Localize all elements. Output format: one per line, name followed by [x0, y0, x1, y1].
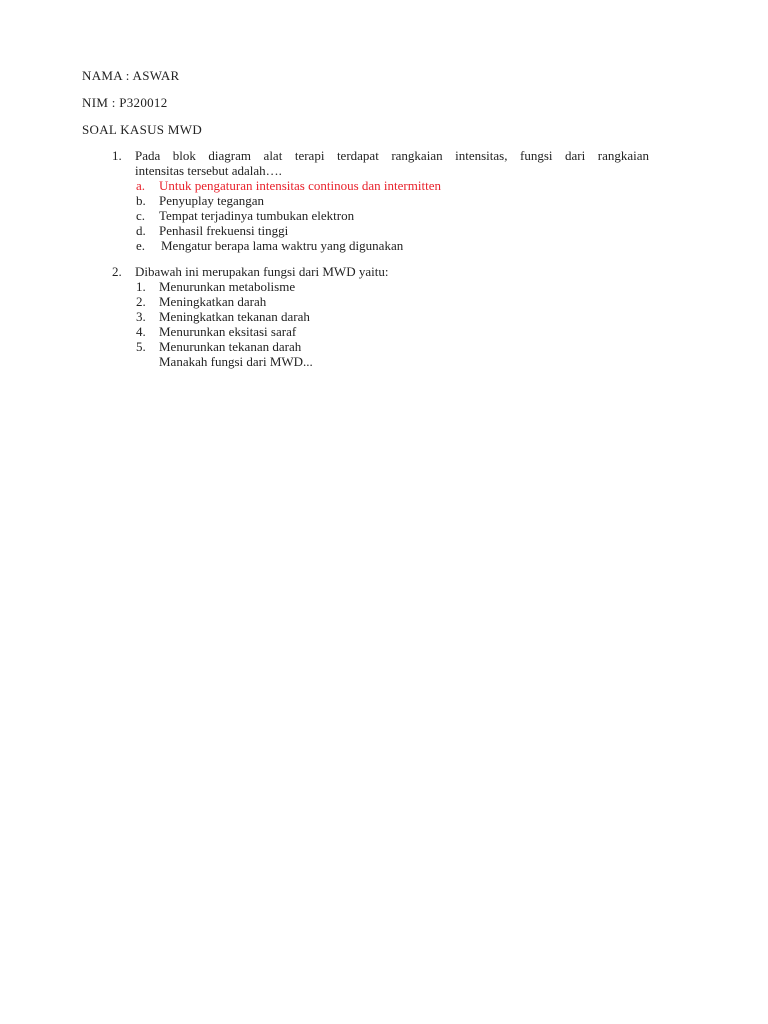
statement-label-5: 5. [136, 339, 146, 354]
option-label-e: e. [136, 238, 146, 253]
statement-text-3: Meningkatkan tekanan darah [159, 309, 310, 324]
question-1-text [135, 148, 649, 178]
statement-text-4: Menurunkan eksitasi saraf [159, 324, 297, 339]
case-title: SOAL KASUS MWD [82, 122, 203, 137]
statement-text-2: Meningkatkan darah [159, 294, 267, 309]
option-text-b: Penyuplay tegangan [159, 193, 265, 208]
question-1-line-1: Pada blok diagram alat terapi terdapat rangkaian intensitas, fungsi dari rangkaian [135, 148, 649, 163]
statement-text-5: Menurunkan tekanan darah [159, 339, 302, 354]
statement-label-1: 1. [136, 279, 146, 294]
student-name: NAMA : ASWAR [82, 68, 180, 83]
option-text-d: Penhasil frekuensi tinggi [159, 223, 289, 238]
question-2-closing: Manakah fungsi dari MWD... [159, 354, 313, 369]
statement-text-1: Menurunkan metabolisme [159, 279, 296, 294]
option-text-e: Mengatur berapa lama waktru yang digunakan [161, 238, 404, 253]
question-1-line-2: intensitas tersebut adalah…. [135, 163, 282, 178]
option-label-a: a. [136, 178, 146, 193]
statement-label-4: 4. [136, 324, 146, 339]
option-text-a: Untuk pengaturan intensitas continous dan intermitten [159, 178, 441, 193]
option-label-b: b. [136, 193, 146, 208]
statement-label-2: 2. [136, 294, 146, 309]
question-2-line-1: Dibawah ini merupakan fungsi dari MWD yaitu: [135, 264, 389, 279]
statement-label-3: 3. [136, 309, 146, 324]
question-2-number: 2. [112, 264, 122, 279]
student-id: NIM : P320012 [82, 95, 168, 110]
option-label-d: d. [136, 223, 146, 238]
question-2-text [135, 264, 649, 279]
question-1-number: 1. [112, 148, 122, 163]
option-text-c: Tempat terjadinya tumbukan elektron [159, 208, 355, 223]
option-label-c: c. [136, 208, 146, 223]
